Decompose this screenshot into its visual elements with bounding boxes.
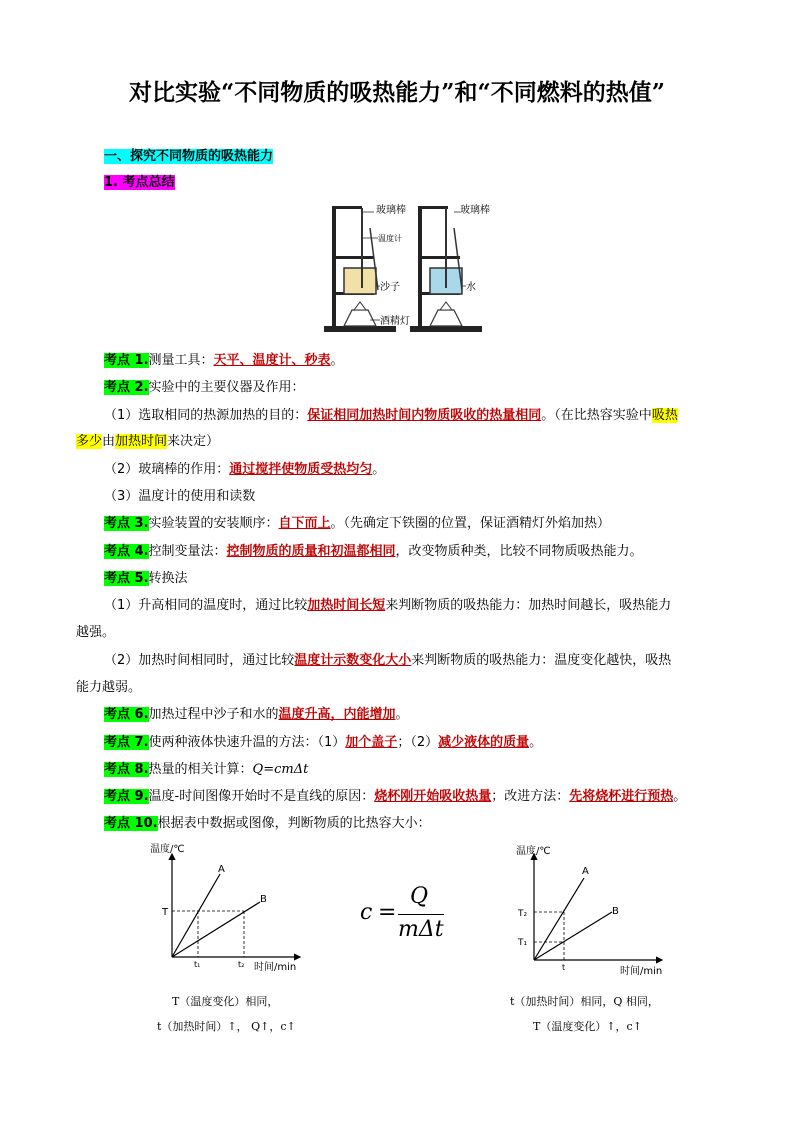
point-text: ；（2） bbox=[397, 735, 439, 750]
point-2a bbox=[104, 407, 678, 425]
graph-right bbox=[512, 842, 672, 982]
point-text: （2）加热时间相同时，通过比较 bbox=[104, 653, 295, 668]
x-axis-label: 时间/min bbox=[254, 962, 297, 973]
point-7 bbox=[104, 734, 542, 752]
answer: 烧杯刚开始吸收热量 bbox=[374, 789, 492, 804]
point-6 bbox=[104, 706, 409, 724]
point-text: 使两种液体快速升温的方法：（1） bbox=[148, 735, 346, 750]
label-sand: 沙子 bbox=[380, 282, 400, 293]
point-text: ，改变物质种类，比较不同物质吸热能力。 bbox=[395, 544, 643, 559]
label-rod-left: 玻璃棒 bbox=[376, 205, 406, 216]
answer: 控制物质的质量和初温都相同 bbox=[226, 544, 396, 559]
point-tag: 考点 1. bbox=[104, 353, 149, 368]
point-end: 。 bbox=[395, 707, 409, 722]
point-tag: 考点 3. bbox=[104, 516, 149, 531]
point-text: 实验中的主要仪器及作用： bbox=[148, 380, 305, 395]
point-end: 。 bbox=[529, 735, 543, 750]
answer: 自下而上 bbox=[278, 516, 331, 531]
caption-right-2: T（温度变化）↑，c↑ bbox=[533, 1020, 642, 1033]
formula-numerator: Q bbox=[410, 884, 429, 909]
point-text: 根据表中数据或图像，判断物质的比热容大小： bbox=[157, 816, 431, 831]
label-lamp: 酒精灯 bbox=[380, 316, 410, 327]
label-water: 水 bbox=[466, 282, 476, 293]
point-tag: 考点 5. bbox=[104, 571, 149, 586]
point-text: 转换法 bbox=[148, 571, 188, 586]
x-axis-label: 时间/min bbox=[620, 966, 663, 977]
point-2 bbox=[104, 379, 305, 397]
point-text: 温度-时间图像开始时不是直线的原因： bbox=[148, 789, 375, 804]
y-axis-label: 温度/℃ bbox=[150, 844, 185, 855]
point-text: 越强。 bbox=[76, 625, 116, 640]
answer: 加个盖子 bbox=[345, 735, 398, 750]
answer: 通过搅拌使物质受热均匀 bbox=[229, 462, 373, 477]
point-text: 测量工具： bbox=[148, 353, 214, 368]
point-end: 。 bbox=[673, 789, 687, 804]
tick-label-T: T bbox=[162, 907, 169, 918]
point-5 bbox=[104, 570, 188, 588]
highlight: 多少 bbox=[76, 434, 103, 449]
point-text: 实验装置的安装顺序： bbox=[148, 516, 279, 531]
point-10 bbox=[104, 815, 431, 833]
point-5a bbox=[104, 597, 671, 615]
point-text: 。（在比热容实验中 bbox=[541, 408, 652, 423]
point-8 bbox=[104, 761, 308, 779]
answer: 先将烧杯进行预热 bbox=[569, 789, 674, 804]
line-label-b: B bbox=[260, 894, 267, 905]
point-text: 控制变量法： bbox=[148, 544, 227, 559]
highlight: 吸热 bbox=[651, 408, 678, 423]
line-label-b: B bbox=[612, 906, 619, 917]
point-3 bbox=[104, 515, 610, 533]
point-text: 。（先确定下铁圈的位置，保证酒精灯外焰加热） bbox=[330, 516, 611, 531]
tick-label-T2: T₂ bbox=[518, 909, 528, 919]
subsection-heading bbox=[104, 174, 175, 192]
point-text: 来判断物质的吸热能力：加热时间越长，吸热能力 bbox=[385, 598, 672, 613]
tick-label-T1: T₁ bbox=[518, 938, 528, 948]
point-tag: 考点 7. bbox=[104, 735, 149, 750]
point-tag: 考点 10. bbox=[104, 816, 158, 831]
answer: 加热时间长短 bbox=[307, 598, 386, 613]
point-tag: 考点 2. bbox=[104, 380, 149, 395]
tick-label-t1: t₁ bbox=[194, 960, 201, 969]
subsection-heading-text: 1. 考点总结 bbox=[104, 175, 175, 190]
label-rod-right: 玻璃棒 bbox=[460, 205, 490, 216]
line-label-a: A bbox=[218, 864, 225, 875]
section-heading bbox=[104, 148, 273, 166]
answer: 温度计示数变化大小 bbox=[294, 653, 412, 668]
formula-bar bbox=[398, 914, 444, 915]
point-5b-cont bbox=[76, 679, 141, 697]
point-text: （1）升高相同的温度时，通过比较 bbox=[104, 598, 308, 613]
point-5b bbox=[104, 652, 671, 670]
label-thermometer: 温度计 bbox=[378, 234, 402, 243]
apparatus-diagram bbox=[318, 198, 508, 340]
formula-eq: = bbox=[378, 900, 397, 925]
answer: 保证相同加热时间内物质吸收的热量相同 bbox=[307, 408, 542, 423]
answer: 天平、温度计、秒表 bbox=[213, 353, 331, 368]
point-2b bbox=[104, 461, 385, 479]
point-2a-cont bbox=[76, 433, 219, 451]
point-4 bbox=[104, 543, 643, 561]
point-tag: 考点 9. bbox=[104, 789, 149, 804]
point-1 bbox=[104, 352, 344, 370]
point-end: 。 bbox=[372, 462, 386, 477]
point-text: 热量的相关计算： bbox=[148, 762, 253, 777]
graph-left bbox=[150, 842, 310, 977]
caption-right-1: t（加热时间）相同，Q 相同， bbox=[510, 995, 659, 1008]
point-2c bbox=[104, 488, 255, 506]
point-end: 。 bbox=[330, 353, 344, 368]
formula-inline: Q=cmΔt bbox=[252, 762, 309, 777]
point-text: （2）玻璃棒的作用： bbox=[104, 462, 230, 477]
answer: 温度升高，内能增加 bbox=[278, 707, 396, 722]
caption-left-2: t（加热时间）↑， Q↑，c↑ bbox=[157, 1020, 296, 1033]
caption-left-1: T（温度变化）相同， bbox=[172, 995, 279, 1008]
answer: 减少液体的质量 bbox=[438, 735, 530, 750]
line-label-a: A bbox=[582, 866, 589, 877]
point-text: 来判断物质的吸热能力：温度变化越快，吸热 bbox=[411, 653, 672, 668]
point-text: （3）温度计的使用和读数 bbox=[104, 489, 256, 504]
point-9 bbox=[104, 788, 686, 806]
point-5a-cont bbox=[76, 624, 115, 642]
highlight: 加热时间 bbox=[115, 434, 168, 449]
page-title: 对比实验“不同物质的吸热能力”和“不同燃料的热值” bbox=[129, 79, 665, 106]
formula-c: c bbox=[360, 900, 373, 925]
point-tag: 考点 8. bbox=[104, 762, 149, 777]
point-text: （1）选取相同的热源加热的目的： bbox=[104, 408, 308, 423]
tick-label-t: t bbox=[562, 963, 566, 972]
point-text: 由 bbox=[102, 434, 116, 449]
y-axis-label: 温度/℃ bbox=[516, 846, 551, 857]
point-text: 加热过程中沙子和水的 bbox=[148, 707, 279, 722]
point-tag: 考点 6. bbox=[104, 707, 149, 722]
point-text: ；改进方法： bbox=[491, 789, 570, 804]
section-heading-text: 一、探究不同物质的吸热能力 bbox=[104, 149, 274, 164]
point-text: 来决定） bbox=[167, 434, 220, 449]
point-tag: 考点 4. bbox=[104, 544, 149, 559]
tick-label-t2: t₂ bbox=[238, 960, 245, 969]
point-text: 能力越弱。 bbox=[76, 680, 142, 695]
formula-denominator: mΔt bbox=[398, 917, 444, 942]
